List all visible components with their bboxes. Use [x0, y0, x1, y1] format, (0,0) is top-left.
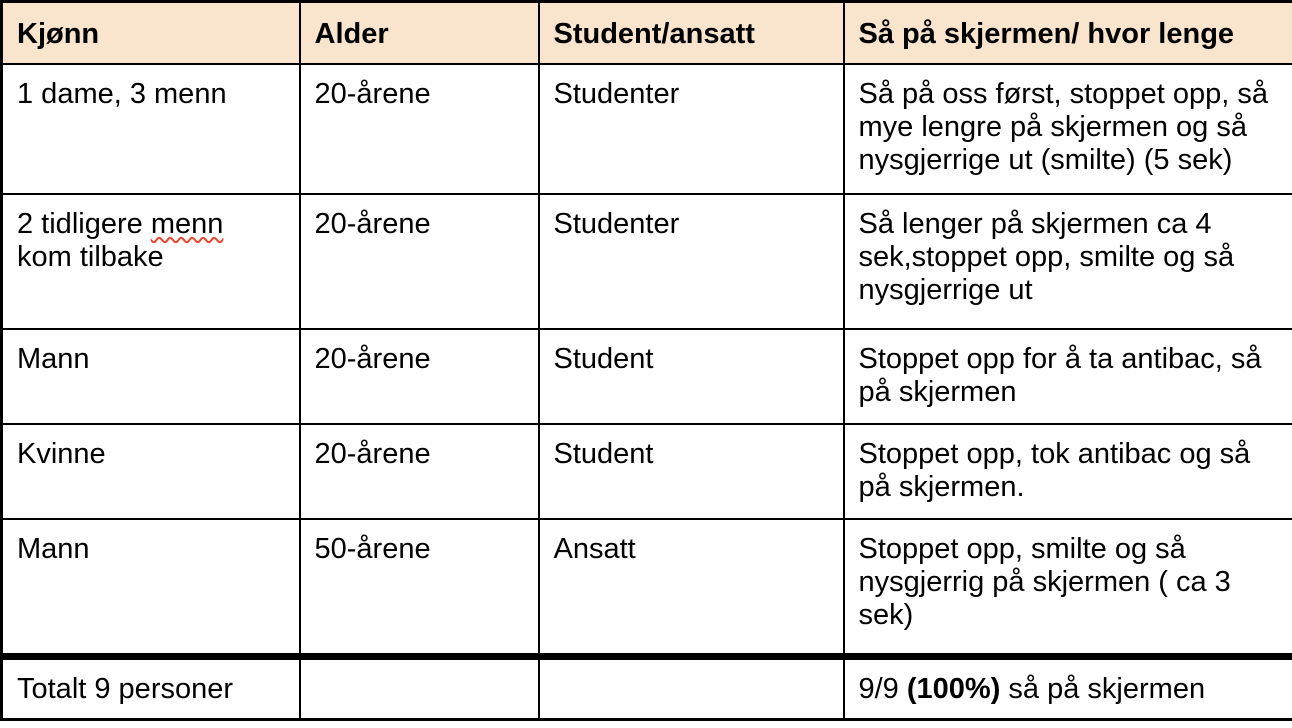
cell-total-label: Totalt 9 personer [2, 657, 300, 720]
table-row [2, 64, 1292, 194]
column-header-student-ansatt: Student/ansatt [539, 2, 844, 64]
cell-alder: 20-årene [300, 64, 539, 194]
cell-alder-empty [300, 657, 539, 720]
cell-rolle: Studenter [539, 64, 844, 194]
cell-alder: 20-årene [300, 424, 539, 519]
misspelled-word: menn [150, 207, 224, 240]
table-row [2, 194, 1292, 329]
cell-rolle: Studenter [539, 194, 844, 329]
column-header-kjonn: Kjønn [2, 2, 300, 64]
cell-kjonn [2, 194, 300, 329]
summary-text-post: så på skjermen [1000, 673, 1206, 705]
cell-text-pre: 2 tidligere [17, 207, 151, 240]
cell-alder: 20-årene [300, 194, 539, 329]
cell-observasjon: Stoppet opp for å ta antibac, så på skjermen [844, 329, 1292, 424]
column-header-alder: Alder [300, 2, 539, 64]
table-row [2, 519, 1292, 657]
table-row [2, 424, 1292, 519]
cell-alder: 20-årene [300, 329, 539, 424]
cell-kjonn: Mann [2, 519, 300, 657]
cell-observasjon: Så på oss først, stoppet opp, så mye lengre på skjermen og så nysgjerrige ut (smilte) (5 sek) [844, 64, 1292, 194]
cell-total-summary [844, 657, 1292, 720]
cell-rolle: Ansatt [539, 519, 844, 657]
cell-rolle-empty [539, 657, 844, 720]
cell-alder: 50-årene [300, 519, 539, 657]
summary-text-pre: 9/9 [858, 673, 907, 705]
table-row [2, 329, 1292, 424]
cell-observasjon: Stoppet opp, tok antibac og så på skjermen. [844, 424, 1292, 519]
cell-rolle: Student [539, 329, 844, 424]
cell-rolle: Student [539, 424, 844, 519]
summary-percentage: (100%) [906, 673, 1001, 705]
cell-kjonn: Mann [2, 329, 300, 424]
header-row [2, 2, 1292, 64]
cell-kjonn: Kvinne [2, 424, 300, 519]
column-header-skjermen: Så på skjermen/ hvor lenge [844, 2, 1292, 64]
cell-kjonn: 1 dame, 3 menn [2, 64, 300, 194]
cell-observasjon: Stoppet opp, smilte og så nysgjerrig på skjermen ( ca 3 sek) [844, 519, 1292, 657]
total-row [2, 657, 1292, 720]
cell-observasjon: Så lenger på skjermen ca 4 sek,stoppet opp, smilte og så nysgjerrige ut [844, 194, 1292, 329]
cell-text-post: kom tilbake [17, 240, 164, 273]
